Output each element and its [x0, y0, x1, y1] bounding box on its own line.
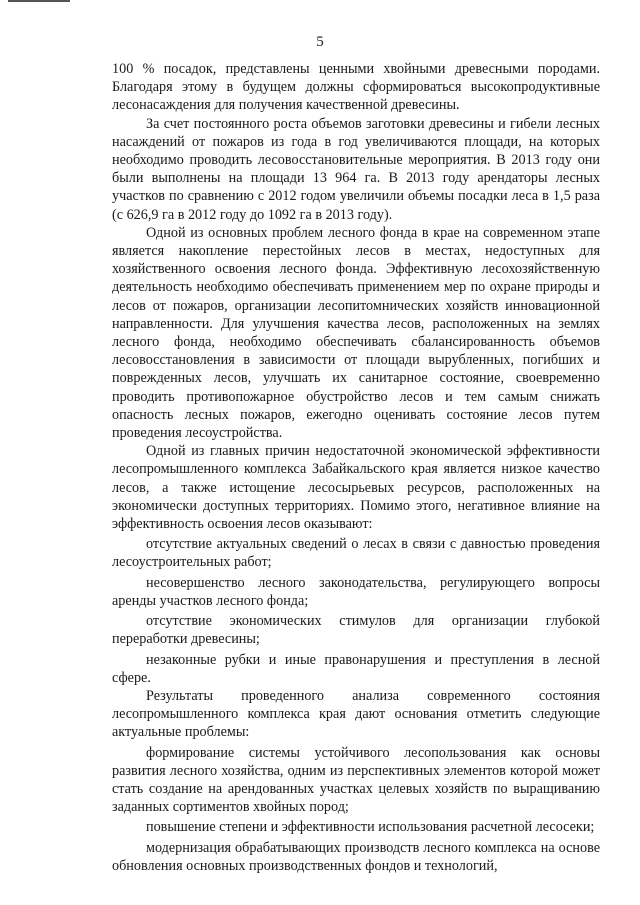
list-item: модернизация обрабатывающих производств лесного комплекса на основе обновления основных производственных фондов и технологий, — [112, 839, 600, 874]
paragraph-reforestation: За счет постоянного роста объемов заготовки древесины и гибели лесных насаждений от пожаров из года в год увеличиваются площади, на которых необходимо проводить лесовосстановительные мероприятия. В 2013 году они были выполнены на площади 13 964 га. В 2013 году арендаторы лесных участков по сравнению с 2012 годом увеличили объемы посадки леса в 1,5 раза (с 626,9 га в 2012 году до 1092 га в 2013 году). — [112, 115, 600, 223]
list-item: формирование системы устойчивого лесопользования как основы развития лесного хозяйства, одним из перспективных элементов которой может стать создание на арендованных участках целевых хозяйств по выращиванию заданных сортиментов хвойных пород; — [112, 744, 600, 816]
paragraph-analysis-results: Результаты проведенного анализа современного состояния лесопромышленного комплекса края дают основания отметить следующие актуальные проблемы: — [112, 687, 600, 741]
page-number: 5 — [316, 34, 324, 50]
list-item: несовершенство лесного законодательства, регулирующего вопросы аренды участков лесного фонда; — [112, 574, 600, 609]
paragraph-overmature-forests: Одной из основных проблем лесного фонда в крае на современном этапе является накопление перестойных лесов в местах, недоступных для хозяйственного освоения лесного фонда. Эффективную лесохозяйственную деятельность необходимо обеспечивать применением мер по охране природы и лесов от пожаров, организации лесопитомнических хозяйств инновационной направленности. Для улучшения качества лесов, расположенных на землях лесного фонда, необходимо обеспечивать сбалансированность объемов лесовосстановления в зависимости от площади вырубленных, погибших и поврежденных лесов, улучшать их санитарное состояние, своевременно проводить противопожарное обустройство лесов и тем самым снижать опасность лесных пожаров, ежегодно оценивать состояние лесов путем проведения лесоустройства. — [112, 224, 600, 442]
list-item: незаконные рубки и иные правонарушения и преступления в лесной сфере. — [112, 651, 600, 686]
paragraph-low-efficiency: Одной из главных причин недостаточной экономической эффективности лесопромышленного комплекса Забайкальского края является низкое качество лесов, а также истощение лесосырьевых ресурсов, расположенных на экономически доступных территориях. Помимо этого, негативное влияние на эффективность освоения лесов оказывают: — [112, 443, 600, 533]
paragraph-continuation: 100 % посадок, представлены ценными хвойными древесными породами. Благодаря этому в будущем должны сформироваться высокопродуктивные лесонасаждения для получения качественной древесины. — [112, 61, 600, 114]
list-item: отсутствие актуальных сведений о лесах в связи с давностью проведения лесоустроительных работ; — [112, 536, 600, 571]
document-body — [112, 60, 600, 875]
top-edge-mark — [8, 0, 70, 2]
list-item: повышение степени и эффективности использования расчетной лесосеки; — [146, 819, 595, 836]
list-item: отсутствие экономических стимулов для организации глубокой переработки древесины; — [112, 613, 600, 648]
